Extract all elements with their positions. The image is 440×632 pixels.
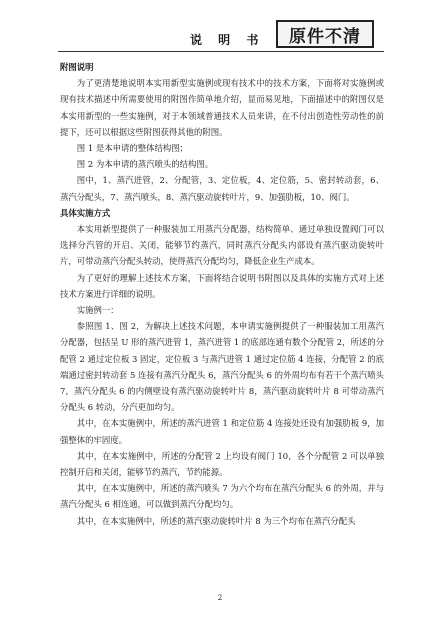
paragraph: 参照图 1、图 2，为解决上述技术问题，本申请实施例提供了一种服装加工用蒸汽分配器，包括呈 U 形的蒸汽进管 1，蒸汽进管 1 的底部连通有数个分配管 2，所述的分配管 2 通过定位板 3 固定，定位板 3 与蒸汽进管 1 通过定位筋 4 连接，分配管 2 的底端通过密封转动套 5 连接有蒸汽分配头 6，蒸汽分配头 6 的外周均布有若干个蒸汽喷头 7，蒸汽分配头 6 的内侧壁设有蒸汽驱动旋转叶片 8，蒸汽驱动旋转叶片 8 可带动蒸汽分配头 6 转动，分汽更加均匀。 — [60, 321, 384, 413]
paragraph: 本实用新型提供了一种服装加工用蒸汽分配器，结构简单、通过单独设置阀门可以选择分汽管的开启、关闭，能够节约蒸汽，同时蒸汽分配头内部设有蒸汽驱动旋转叶片，可带动蒸汽分配头转动，使得蒸汽分配均匀，降低企业生产成本。 — [60, 224, 384, 267]
paragraph: 实施例一： — [76, 305, 119, 316]
paragraph: 图中，1、蒸汽进管，2、分配管，3、定位板，4、定位筋，5、密封转动套，6、蒸汽分配头，7、蒸汽喷头，8、蒸汽驱动旋转叶片，9、加强肋板，10、阀门。 — [60, 175, 384, 202]
paragraph: 为了更清楚地说明本实用新型实施例或现有技术中的技术方案，下面将对实施例或现有技术描述中所需要使用的附图作简单地介绍，显而易见地，下面描述中的附图仅是本实用新型的一些实施例，对于本领域普通技术人员来讲，在不付出创造性劳动性的前提下，还可以根据这些附图获得其他的附图。 — [60, 78, 384, 137]
document-body — [60, 59, 384, 529]
page-number: 2 — [217, 594, 223, 602]
header-divider — [58, 51, 384, 52]
page-header — [0, 0, 440, 58]
document-title: 说 明 书 — [190, 33, 265, 47]
unclear-original-stamp: 原件不清 — [276, 20, 374, 48]
section-heading-embodiment: 具体实施方式 — [60, 207, 111, 218]
paragraph: 图 1 是本申请的整体结构图； — [76, 143, 188, 154]
paragraph: 其中，在本实施例中，所述的蒸汽驱动旋转叶片 8 为三个均布在蒸汽分配头 — [76, 515, 356, 526]
paragraph: 其中，在本实施例中，所述的分配管 2 上均设有阀门 10，各个分配管 2 可以单独控制开启和关闭，能够节约蒸汽，节约能源。 — [60, 450, 384, 478]
paragraph: 其中，在本实施例中，所述的蒸汽喷头 7 为六个均布在蒸汽分配头 6 的外周，并与蒸汽分配头 6 相连通，可以做到蒸汽分配均匀。 — [60, 483, 384, 510]
section-heading-figures: 附图说明 — [60, 62, 94, 72]
paragraph: 图 2 为本申请的蒸汽喷头的结构图。 — [76, 159, 214, 170]
paragraph: 其中，在本实施例中，所述的蒸汽进管 1 和定位筋 4 连接处还设有加强肋板 9，加强整体的牢固度。 — [60, 418, 384, 445]
paragraph: 为了更好的理解上述技术方案，下面将结合说明书附图以及具体的实施方式对上述技术方案进行详细的说明。 — [60, 272, 384, 299]
